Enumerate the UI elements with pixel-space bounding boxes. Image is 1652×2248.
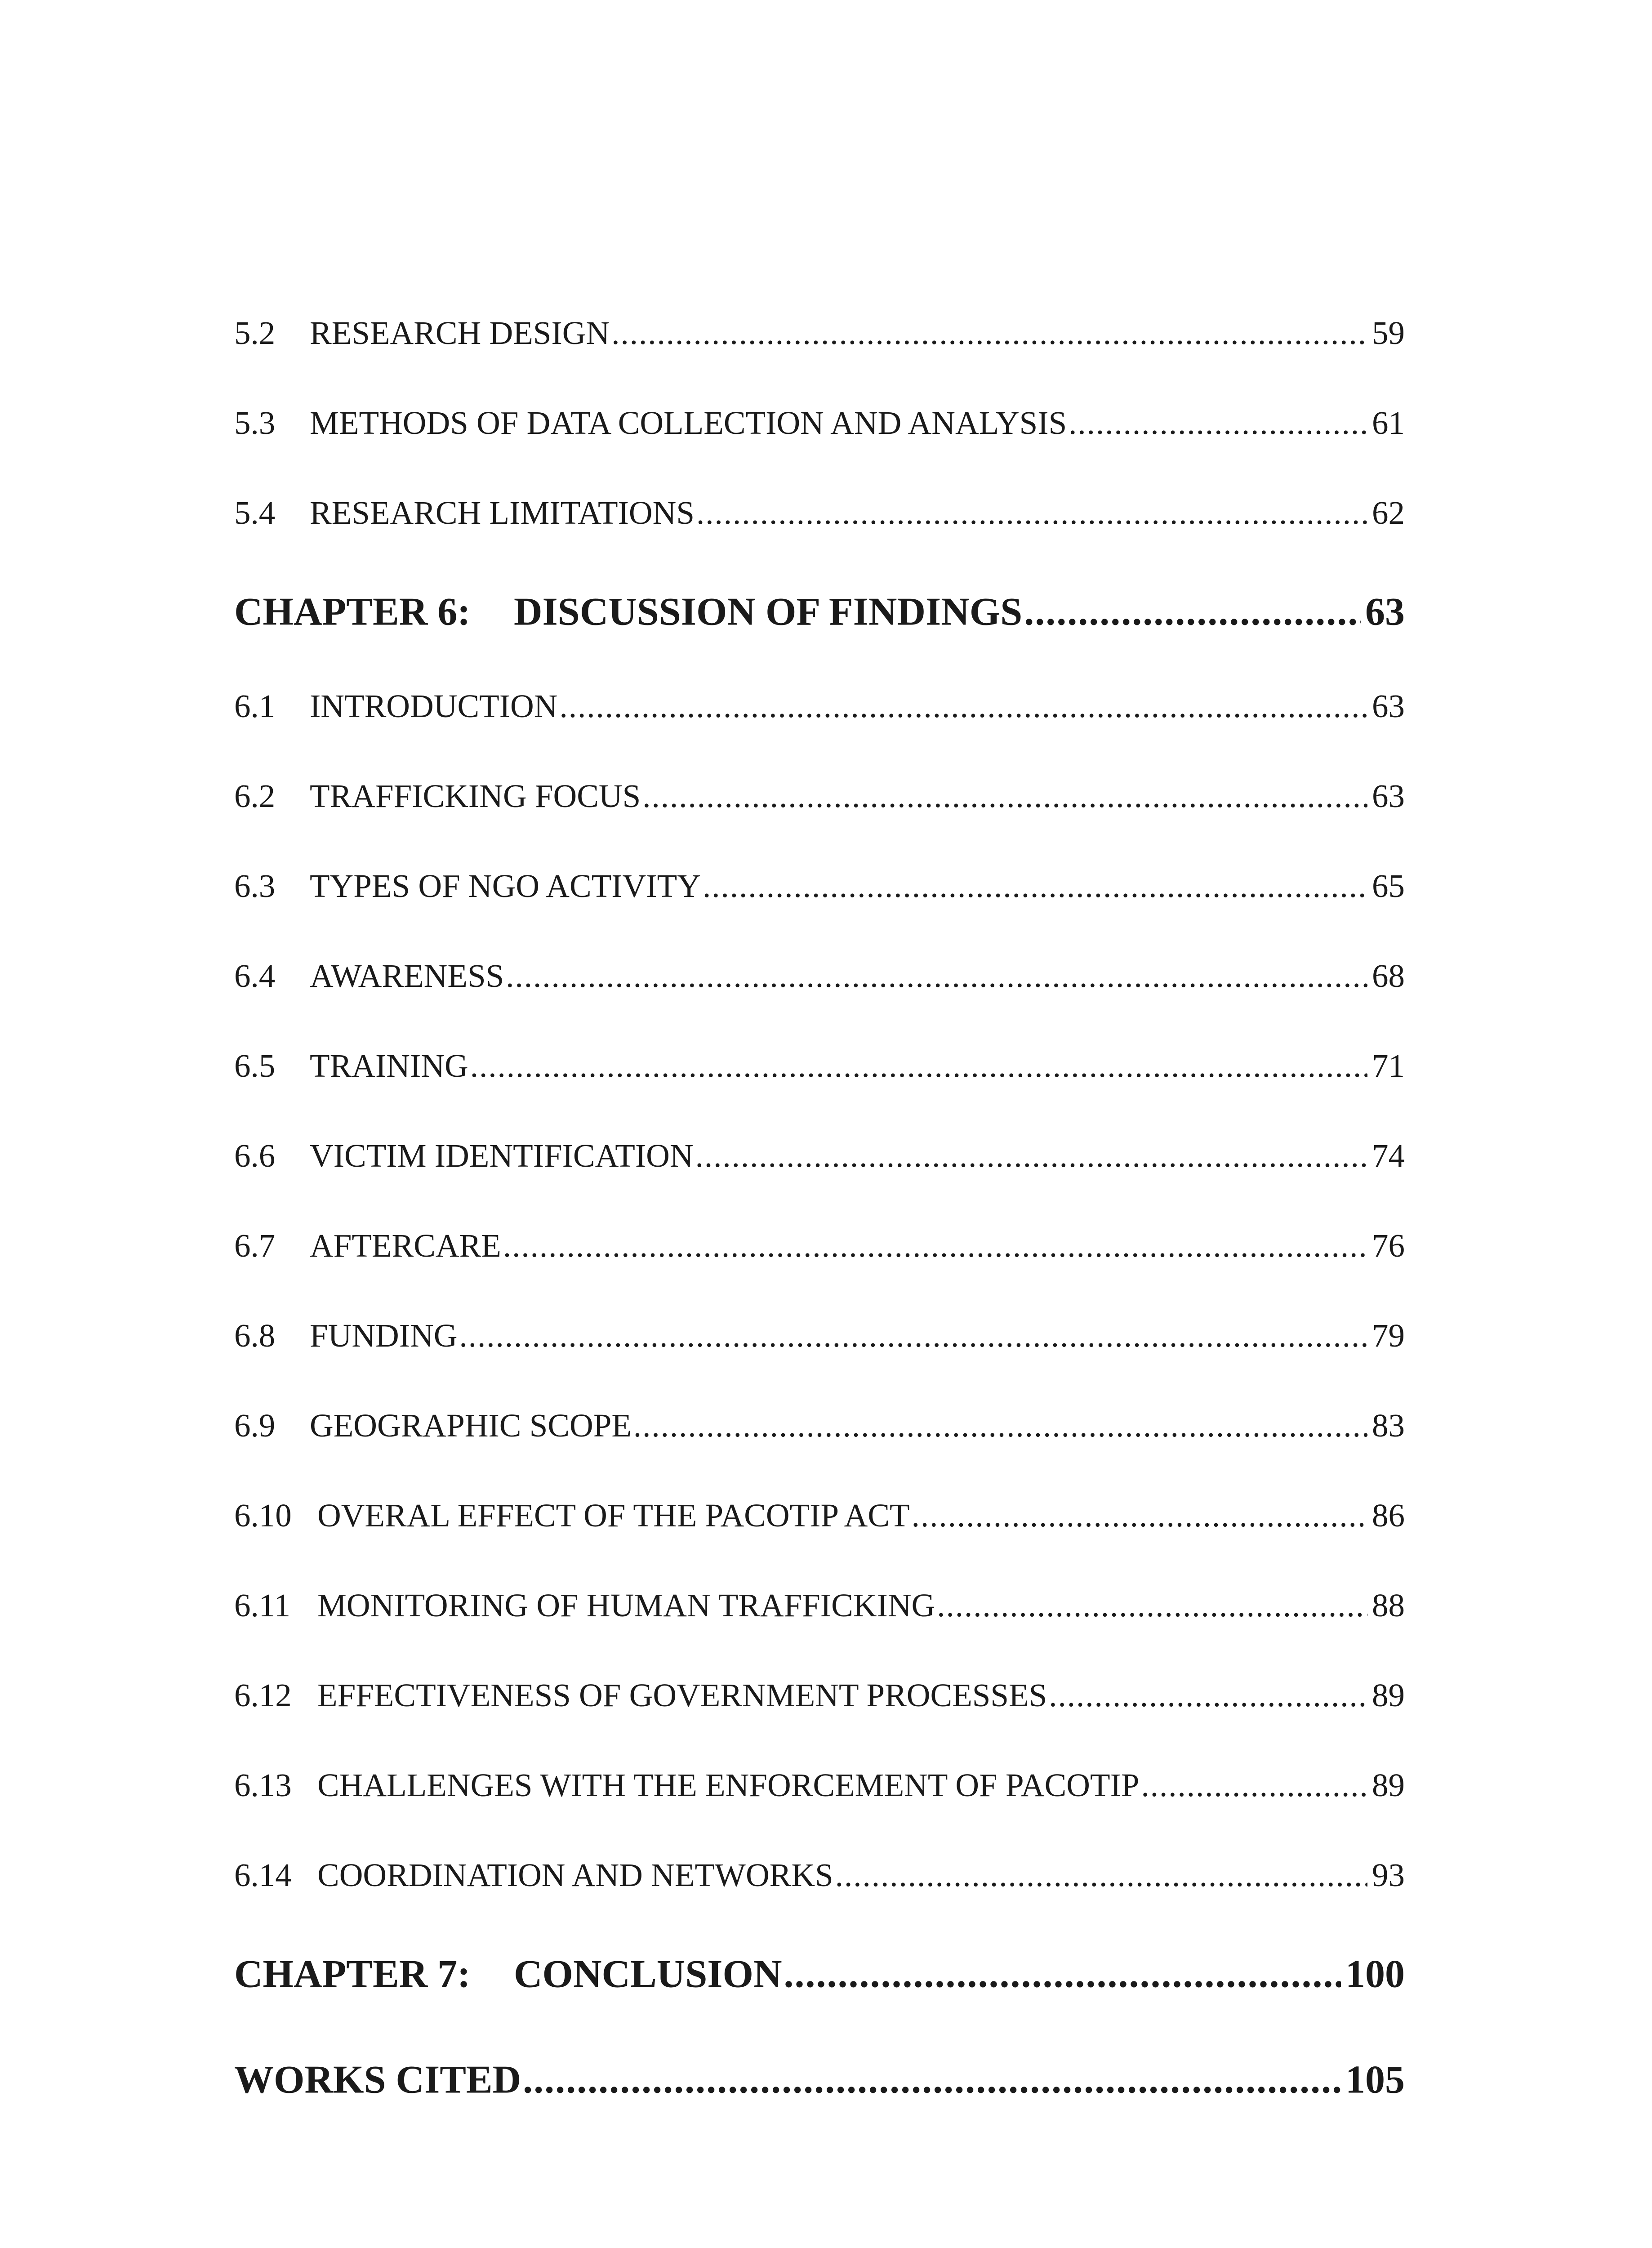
- entry-page-number: 86: [1372, 1497, 1405, 1534]
- toc-entry-6-3[interactable]: [234, 867, 1405, 905]
- toc-entry-6-9[interactable]: [234, 1407, 1405, 1445]
- dot-leader: [560, 687, 1368, 725]
- toc-entry-6-4[interactable]: [234, 957, 1405, 995]
- entry-number: 6.6: [234, 1137, 276, 1174]
- entry-title: COORDINATION AND NETWORKS: [317, 1857, 833, 1893]
- dot-leader: [695, 1137, 1367, 1175]
- dot-leader: [696, 494, 1367, 532]
- chapter-title: DISCUSSION OF FINDINGS: [514, 590, 1023, 634]
- entry-page-number: 61: [1372, 405, 1405, 441]
- entry-number: 6.2: [234, 778, 276, 814]
- dot-leader: [642, 777, 1367, 815]
- entry-number: 6.4: [234, 958, 276, 994]
- entry-page-number: 89: [1372, 1677, 1405, 1713]
- toc-entry-6-5[interactable]: [234, 1047, 1405, 1085]
- chapter-number: CHAPTER 6:: [234, 590, 471, 634]
- entry-title: METHODS OF DATA COLLECTION AND ANALYSIS: [310, 405, 1067, 441]
- entry-number: 6.14: [234, 1857, 292, 1893]
- toc-entry-works-cited[interactable]: [234, 2057, 1405, 2103]
- entry-number: 6.9: [234, 1407, 276, 1444]
- dot-leader: [1141, 1766, 1368, 1804]
- entry-page-number: 65: [1372, 868, 1405, 904]
- entry-number: 6.1: [234, 688, 276, 724]
- toc-entry-5-2[interactable]: [234, 314, 1405, 352]
- entry-number: 5.3: [234, 405, 276, 441]
- entry-page-number: 59: [1372, 315, 1405, 351]
- dot-leader: [633, 1407, 1367, 1445]
- entry-page-number: 105: [1345, 2058, 1405, 2102]
- chapter-title: CONCLUSION: [514, 1952, 782, 1996]
- dot-leader: [784, 1952, 1341, 1997]
- entry-title: AFTERCARE: [310, 1227, 501, 1264]
- entry-title: AWARENESS: [310, 958, 504, 994]
- entry-page-number: 79: [1372, 1317, 1405, 1354]
- toc-entry-6-8[interactable]: [234, 1317, 1405, 1355]
- dot-leader: [611, 314, 1367, 352]
- entry-number: 6.12: [234, 1677, 292, 1713]
- entry-title: MONITORING OF HUMAN TRAFFICKING: [317, 1587, 935, 1624]
- entry-page-number: 63: [1365, 590, 1405, 634]
- entry-title: CHALLENGES WITH THE ENFORCEMENT OF PACOTIP: [317, 1767, 1140, 1803]
- entry-title: TRAINING: [310, 1048, 468, 1084]
- entry-page-number: 74: [1372, 1137, 1405, 1174]
- toc-entry-chapter-6[interactable]: [234, 589, 1405, 635]
- entry-page-number: 83: [1372, 1407, 1405, 1444]
- chapter-title: WORKS CITED: [234, 2058, 521, 2102]
- entry-title: INTRODUCTION: [310, 688, 558, 724]
- entry-page-number: 68: [1372, 958, 1405, 994]
- entry-number: 6.3: [234, 868, 276, 904]
- toc-entry-6-2[interactable]: [234, 777, 1405, 815]
- toc-entry-6-11[interactable]: [234, 1587, 1405, 1624]
- entry-number: 6.10: [234, 1497, 292, 1534]
- dot-leader: [503, 1227, 1367, 1265]
- entry-page-number: 88: [1372, 1587, 1405, 1624]
- toc-entry-6-10[interactable]: [234, 1497, 1405, 1534]
- dot-leader: [703, 867, 1367, 905]
- entry-page-number: 100: [1345, 1952, 1405, 1996]
- toc-entry-chapter-7[interactable]: [234, 1952, 1405, 1997]
- toc-entry-6-12[interactable]: [234, 1677, 1405, 1714]
- entry-number: 6.8: [234, 1317, 276, 1354]
- entry-page-number: 62: [1372, 495, 1405, 531]
- entry-page-number: 71: [1372, 1048, 1405, 1084]
- dot-leader: [506, 957, 1367, 995]
- entry-title: RESEARCH DESIGN: [310, 315, 610, 351]
- entry-number: 6.13: [234, 1767, 292, 1803]
- toc-entry-5-4[interactable]: [234, 494, 1405, 532]
- entry-number: 6.7: [234, 1227, 276, 1264]
- dot-leader: [459, 1317, 1368, 1355]
- entry-page-number: 89: [1372, 1767, 1405, 1803]
- entry-title: OVERAL EFFECT OF THE PACOTIP ACT: [317, 1497, 910, 1534]
- toc-entry-6-13[interactable]: [234, 1766, 1405, 1804]
- entry-title: GEOGRAPHIC SCOPE: [310, 1407, 632, 1444]
- entry-page-number: 63: [1372, 688, 1405, 724]
- dot-leader: [835, 1856, 1367, 1894]
- toc-entry-6-14[interactable]: [234, 1856, 1405, 1894]
- entry-title: RESEARCH LIMITATIONS: [310, 495, 695, 531]
- dot-leader: [470, 1047, 1367, 1085]
- entry-page-number: 76: [1372, 1227, 1405, 1264]
- entry-number: 6.5: [234, 1048, 276, 1084]
- chapter-number: CHAPTER 7:: [234, 1952, 471, 1996]
- toc-entry-6-7[interactable]: [234, 1227, 1405, 1265]
- toc-entry-6-1[interactable]: [234, 687, 1405, 725]
- toc-entry-5-3[interactable]: [234, 404, 1405, 442]
- entry-title: FUNDING: [310, 1317, 458, 1354]
- entry-title: TRAFFICKING FOCUS: [310, 778, 641, 814]
- dot-leader: [1024, 589, 1361, 635]
- dot-leader: [523, 2057, 1341, 2103]
- dot-leader: [1049, 1677, 1367, 1714]
- table-of-contents: [234, 0, 1405, 2248]
- entry-title: EFFECTIVENESS OF GOVERNMENT PROCESSES: [317, 1677, 1047, 1713]
- dot-leader: [937, 1587, 1367, 1624]
- entry-number: 5.4: [234, 495, 276, 531]
- entry-title: VICTIM IDENTIFICATION: [310, 1137, 694, 1174]
- toc-entry-6-6[interactable]: [234, 1137, 1405, 1175]
- entry-number: 6.11: [234, 1587, 291, 1624]
- entry-page-number: 63: [1372, 778, 1405, 814]
- entry-page-number: 93: [1372, 1857, 1405, 1893]
- entry-number: 5.2: [234, 315, 276, 351]
- dot-leader: [1069, 404, 1367, 442]
- dot-leader: [912, 1497, 1367, 1534]
- entry-title: TYPES OF NGO ACTIVITY: [310, 868, 701, 904]
